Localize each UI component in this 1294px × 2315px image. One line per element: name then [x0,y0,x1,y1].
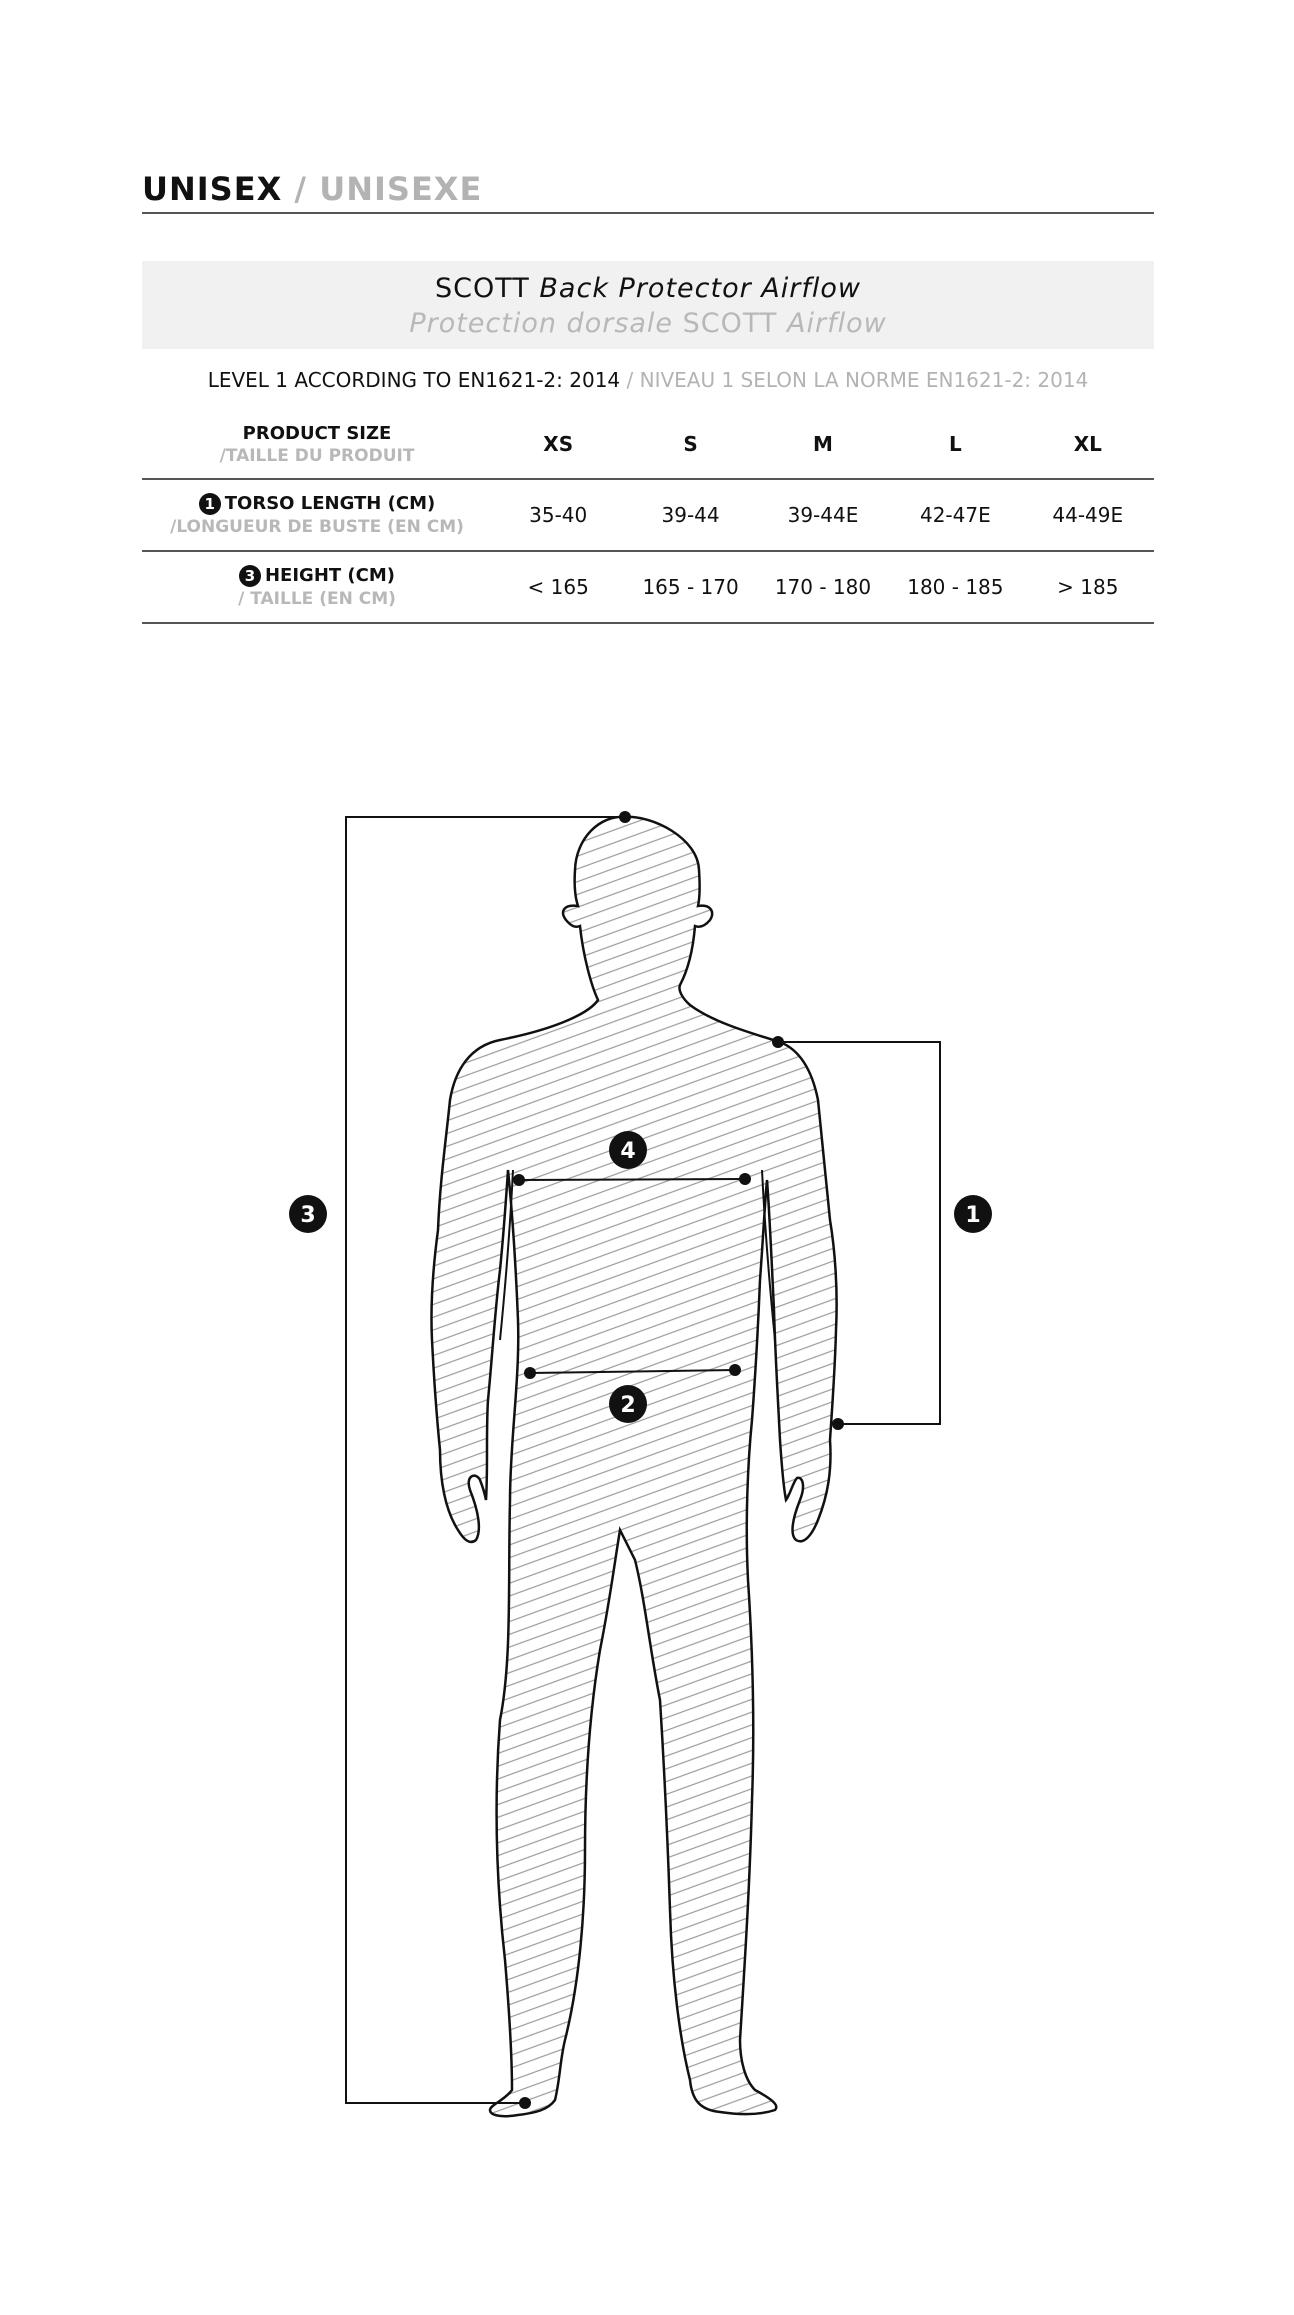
badge-3-icon: 3 [239,565,261,587]
human-silhouette-icon [431,817,836,2116]
waist-right-point-icon [729,1364,741,1376]
level-english: LEVEL 1 ACCORDING TO EN1621-2: 2014 [207,368,621,392]
marker-4-icon [609,1131,647,1169]
height-bottom-point-icon [519,2097,531,2109]
svg-text:4: 4 [620,1139,636,1164]
title-brand: SCOTT [435,273,530,304]
svg-text:2: 2 [620,1393,636,1418]
title-fr-product: Protection dorsale [409,308,674,339]
title-product: Back Protector Airflow [539,273,861,304]
torso-bottom-point-icon [832,1418,844,1430]
size-header-s: S [683,432,698,456]
marker-3-icon [289,1195,327,1233]
height-top-point-icon [619,811,631,823]
table-cell: 39-44E [757,479,889,551]
torso-label-english: TORSO LENGTH (CM) [224,493,436,514]
waist-left-point-icon [524,1367,536,1379]
table-cell: 170 - 180 [757,551,889,623]
heading-english: UNISEX [142,170,283,208]
size-header-m: M [813,432,833,456]
table-cell: 180 - 185 [889,551,1021,623]
table-cell: 44-49E [1022,479,1154,551]
size-label-french: /TAILLE DU PRODUIT [219,445,415,466]
size-header-xs: XS [543,432,574,456]
size-header-xl: XL [1073,432,1102,456]
heading-separator: / [294,170,308,208]
heading-french: UNISEXE [319,170,483,208]
title-fr-brand: SCOTT [682,308,778,339]
table-cell: 165 - 170 [624,551,756,623]
table-cell: 35-40 [492,479,624,551]
svg-text:1: 1 [965,1203,981,1228]
torso-label-french: /LONGUEUR DE BUSTE (EN CM) [170,517,464,537]
table-cell: < 165 [492,551,624,623]
level-french: / NIVEAU 1 SELON LA NORME EN1621-2: 2014 [626,368,1089,392]
size-header-l: L [948,432,962,456]
size-label-english: PRODUCT SIZE [242,422,392,444]
badge-1-icon: 1 [199,493,221,515]
chest-right-point-icon [739,1173,751,1185]
height-label-french: / TAILLE (EN CM) [238,589,396,609]
torso-top-point-icon [772,1036,784,1048]
table-cell: 39-44 [624,479,756,551]
chest-left-point-icon [513,1174,525,1186]
svg-text:3: 3 [300,1203,316,1228]
marker-2-icon [609,1385,647,1423]
height-label-english: HEIGHT (CM) [264,565,396,586]
table-cell: 42-47E [889,479,1021,551]
table-cell: > 185 [1022,551,1154,623]
title-fr-suffix: Airflow [787,308,887,339]
marker-1-icon [954,1195,992,1233]
